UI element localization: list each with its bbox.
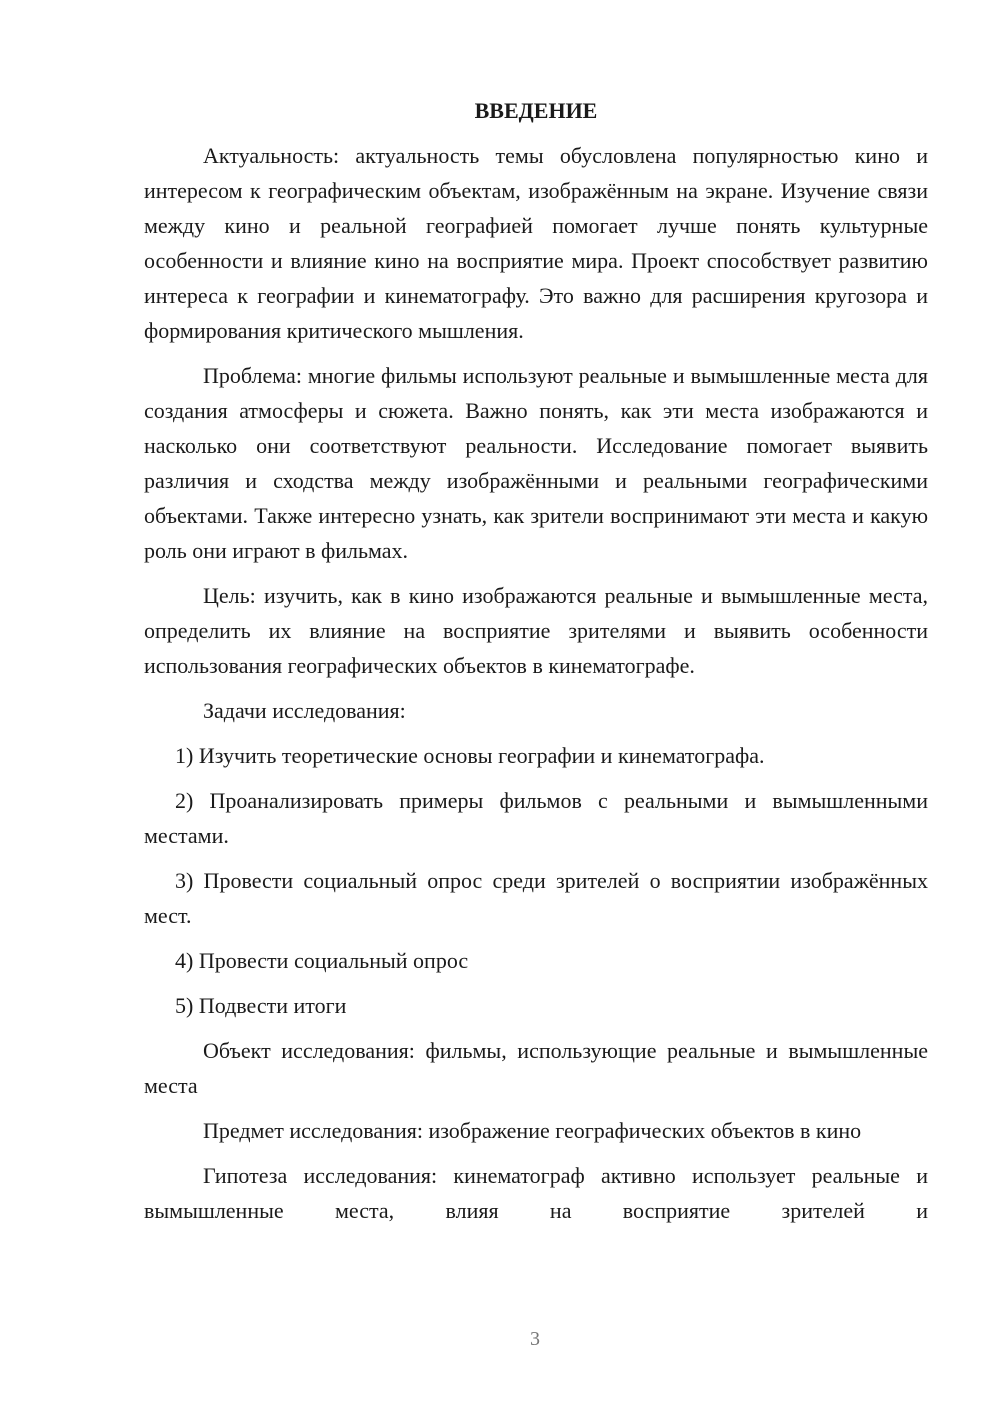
paragraph-problem: Проблема: многие фильмы используют реальные и вымышленные места для создания атмосферы и сюжета. Важно понять, как эти места изображаются и насколько они соответствуют реальности. Исследование помогает выявить различия и сходства между изображёнными и реальными географическими объектами. Также интересно узнать, как зрители воспринимают эти места и какую роль они играют в фильмах. [144,363,928,563]
section-title: ВВЕДЕНИЕ [474,98,598,123]
page-number: 3 [530,1328,540,1350]
task-item-1: 1) Изучить теоретические основы географии и кинематографа. [175,743,765,768]
tasks-heading: Задачи исследования: [203,698,406,723]
task-item-4: 4) Провести социальный опрос [175,948,469,973]
paragraph-hypothesis: Гипотеза исследования: кинематограф активно использует реальные и вымышленные места, влияя на восприятие зрителей и [144,1163,928,1223]
paragraph-object: Объект исследования: фильмы, использующие реальные и вымышленные места [144,1038,928,1098]
task-item-2: 2) Проанализировать примеры фильмов с реальными и вымышленными местами. [144,788,928,848]
paragraph-subject: Предмет исследования: изображение географических объектов в кино [203,1118,862,1143]
page-content [144,93,928,1238]
paragraph-relevance: Актуальность: актуальность темы обусловлена популярностью кино и интересом к географическим объектам, изображённым на экране. Изучение связи между кино и реальной географией помогает лучше понять культурные особенности и влияние кино на восприятие мира. Проект способствует развитию интереса к географии и кинематографу. Это важно для расширения кругозора и формирования критического мышления. [144,143,928,343]
task-item-5: 5) Подвести итоги [175,993,347,1018]
task-item-3: 3) Провести социальный опрос среди зрителей о восприятии изображённых мест. [144,868,928,928]
paragraph-goal: Цель: изучить, как в кино изображаются реальные и вымышленные места, определить их влияние на восприятие зрителями и выявить особенности использования географических объектов в кинематографе. [144,583,928,678]
